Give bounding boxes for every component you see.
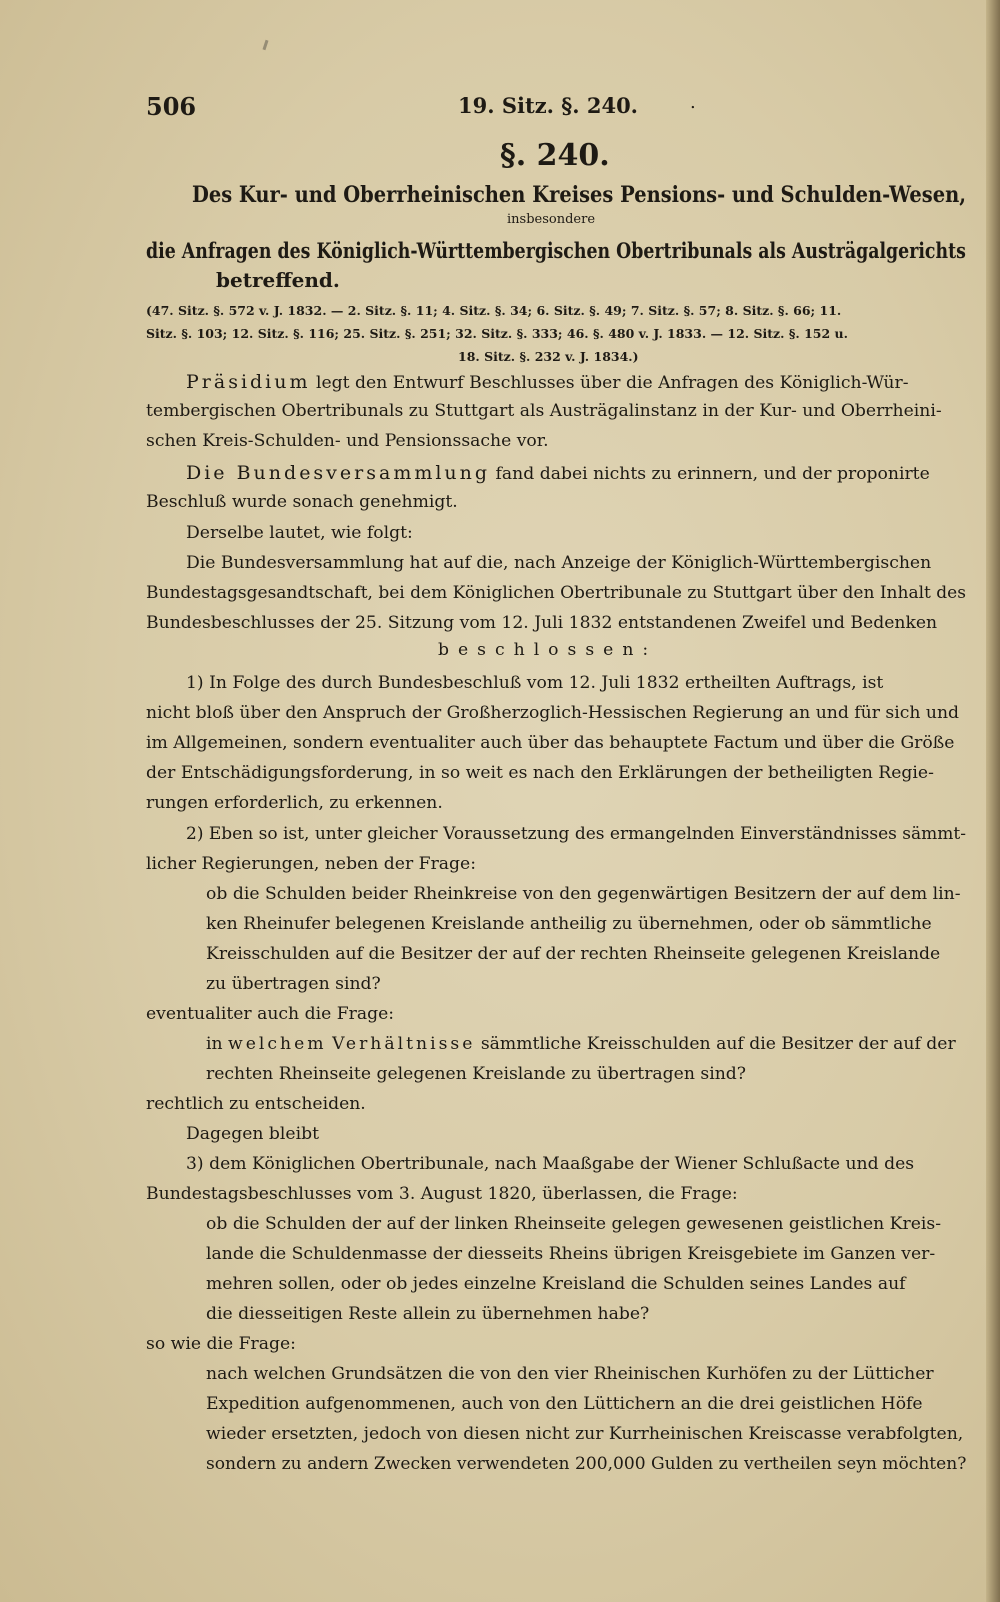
page-edge-shadow [986,0,1000,1602]
running-header: 19. Sitz. §. 240. [458,93,638,118]
q2-pre: in [206,1034,223,1054]
paragraph-2-line-1 [186,462,930,484]
item-1-line-5: rungen erforderlich, zu erkennen. [146,793,443,813]
question-4-line-1: nach welchen Grundsätzen die von den vier Rheinischen Kurhöfen zu der Lütticher [206,1364,934,1384]
so-wie-line: so wie die Frage: [146,1334,296,1354]
question-3-line-4: die diesseitigen Reste allein zu übernehmen habe? [206,1304,650,1324]
paragraph-2-text: fand dabei nichts zu erinnern, und der proponirte [495,464,930,484]
paragraph-1-text: legt den Entwurf Beschlusses über die Anfragen des Königlich-Wür- [315,373,909,393]
eventualiter-line: eventualiter auch die Frage: [146,1004,395,1024]
question-1-line-3: Kreisschulden auf die Besitzer der auf der rechten Rheinseite gelegenen Kreislande [206,944,941,964]
question-3-line-1: ob die Schulden der auf der linken Rheinseite gelegen gewesenen geistlichen Kreis- [206,1214,942,1234]
title-line-3: die Anfragen des Königlich-Württembergischen Obertribunals als Austrägalgerichts [146,238,966,263]
rechtlich-line: rechtlich zu entscheiden. [146,1094,366,1114]
item-2-line-2: licher Regierungen, neben der Frage: [146,854,477,874]
question-1-line-4: zu übertragen sind? [206,974,381,994]
ink-mark [263,40,269,50]
q2-spaced-2: Verhältnisse [332,1034,476,1054]
q2-post: sämmtliche Kreisschulden auf die Besitzer der auf der [480,1034,956,1054]
item-1-line-4: der Entschädigungsforderung, in so weit es nach den Erklärungen der betheiligten Regie- [146,763,934,783]
bundesversammlung-lead: Die Bundesversammlung [186,462,491,484]
reference-line-3: 18. Sitz. §. 232 v. J. 1834.) [458,349,639,364]
question-2-line-2: rechten Rheinseite gelegenen Kreislande zu übertragen sind? [206,1064,746,1084]
header-dot: . [690,92,696,113]
title-line-4: betreffend. [216,268,340,292]
section-number: §. 240. [500,138,610,173]
question-4-line-2: Expedition aufgenommenen, auch von den Lüttichern an die drei geistlichen Höfe [206,1394,923,1414]
item-1-line-3: im Allgemeinen, sondern eventualiter auch über das behauptete Factum und über die Größe [146,733,955,753]
paragraph-3: Derselbe lautet, wie folgt: [186,523,413,543]
item-3-line-1: 3) dem Königlichen Obertribunale, nach Maaßgabe der Wiener Schlußacte und des [186,1154,915,1174]
paragraph-1-line-1 [186,371,909,393]
question-1-line-1: ob die Schulden beider Rheinkreise von den gegenwärtigen Besitzern der auf dem lin- [206,884,961,904]
paragraph-4-line-2: Bundestagsgesandtschaft, bei dem Königlichen Obertribunale zu Stuttgart über den Inhalt des [146,583,966,603]
q2-spaced-1: welchem [228,1034,327,1054]
question-2-line-1 [206,1034,956,1054]
paragraph-2-line-2: Beschluß wurde sonach genehmigt. [146,492,458,512]
item-1-line-2: nicht bloß über den Anspruch der Großherzoglich-Hessischen Regierung an und für sich und [146,703,960,723]
paragraph-1-line-3: schen Kreis-Schulden- und Pensionssache vor. [146,431,549,451]
item-3-line-2: Bundestagsbeschlusses vom 3. August 1820, überlassen, die Frage: [146,1184,738,1204]
question-3-line-3: mehren sollen, oder ob jedes einzelne Kreisland die Schulden seines Landes auf [206,1274,906,1294]
title-line-2: insbesondere [507,212,596,227]
paragraph-4-line-1: Die Bundesversammlung hat auf die, nach Anzeige der Königlich-Württembergischen [186,553,932,573]
dagegen-line: Dagegen bleibt [186,1124,319,1144]
question-1-line-2: ken Rheinufer belegenen Kreislande antheilig zu übernehmen, oder ob sämmtliche [206,914,932,934]
title-line-1: Des Kur- und Oberrheinischen Kreises Pensions- und Schulden-Wesen, [192,182,967,208]
reference-line-1: (47. Sitz. §. 572 v. J. 1832. — 2. Sitz. §. 11; 4. Sitz. §. 34; 6. Sitz. §. 49; 7. Sitz. §. 57; 8. Sitz. §. 66; 11. [146,303,842,318]
praesidium-lead: Präsidium [186,371,311,393]
question-4-line-4: sondern zu andern Zwecken verwendeten 200,000 Gulden zu vertheilen seyn möchten? [206,1454,967,1474]
item-2-line-1: 2) Eben so ist, unter gleicher Voraussetzung des ermangelnden Einverständnisses sämmt- [186,824,967,844]
paragraph-1-line-2: tembergischen Obertribunals zu Stuttgart als Austrägalinstanz in der Kur- und Oberrheini- [146,401,942,421]
beschlossen-heading: beschlossen: [438,640,658,660]
question-4-line-3: wieder ersetzten, jedoch von diesen nicht zur Kurrheinischen Kreiscasse verabfolgten, [206,1424,964,1444]
reference-line-2: Sitz. §. 103; 12. Sitz. §. 116; 25. Sitz. §. 251; 32. Sitz. §. 333; 46. §. 480 v. J. 1833. — 12. Sitz. §. 152 u. [146,326,848,341]
paragraph-4-line-3: Bundesbeschlusses der 25. Sitzung vom 12. Juli 1832 entstandenen Zweifel und Bedenken [146,613,938,633]
page-number: 506 [146,92,197,121]
item-1-line-1: 1) In Folge des durch Bundesbeschluß vom 12. Juli 1832 ertheilten Auftrags, ist [186,673,884,693]
question-3-line-2: lande die Schuldenmasse der diesseits Rheins übrigen Kreisgebiete im Ganzen ver- [206,1244,936,1264]
